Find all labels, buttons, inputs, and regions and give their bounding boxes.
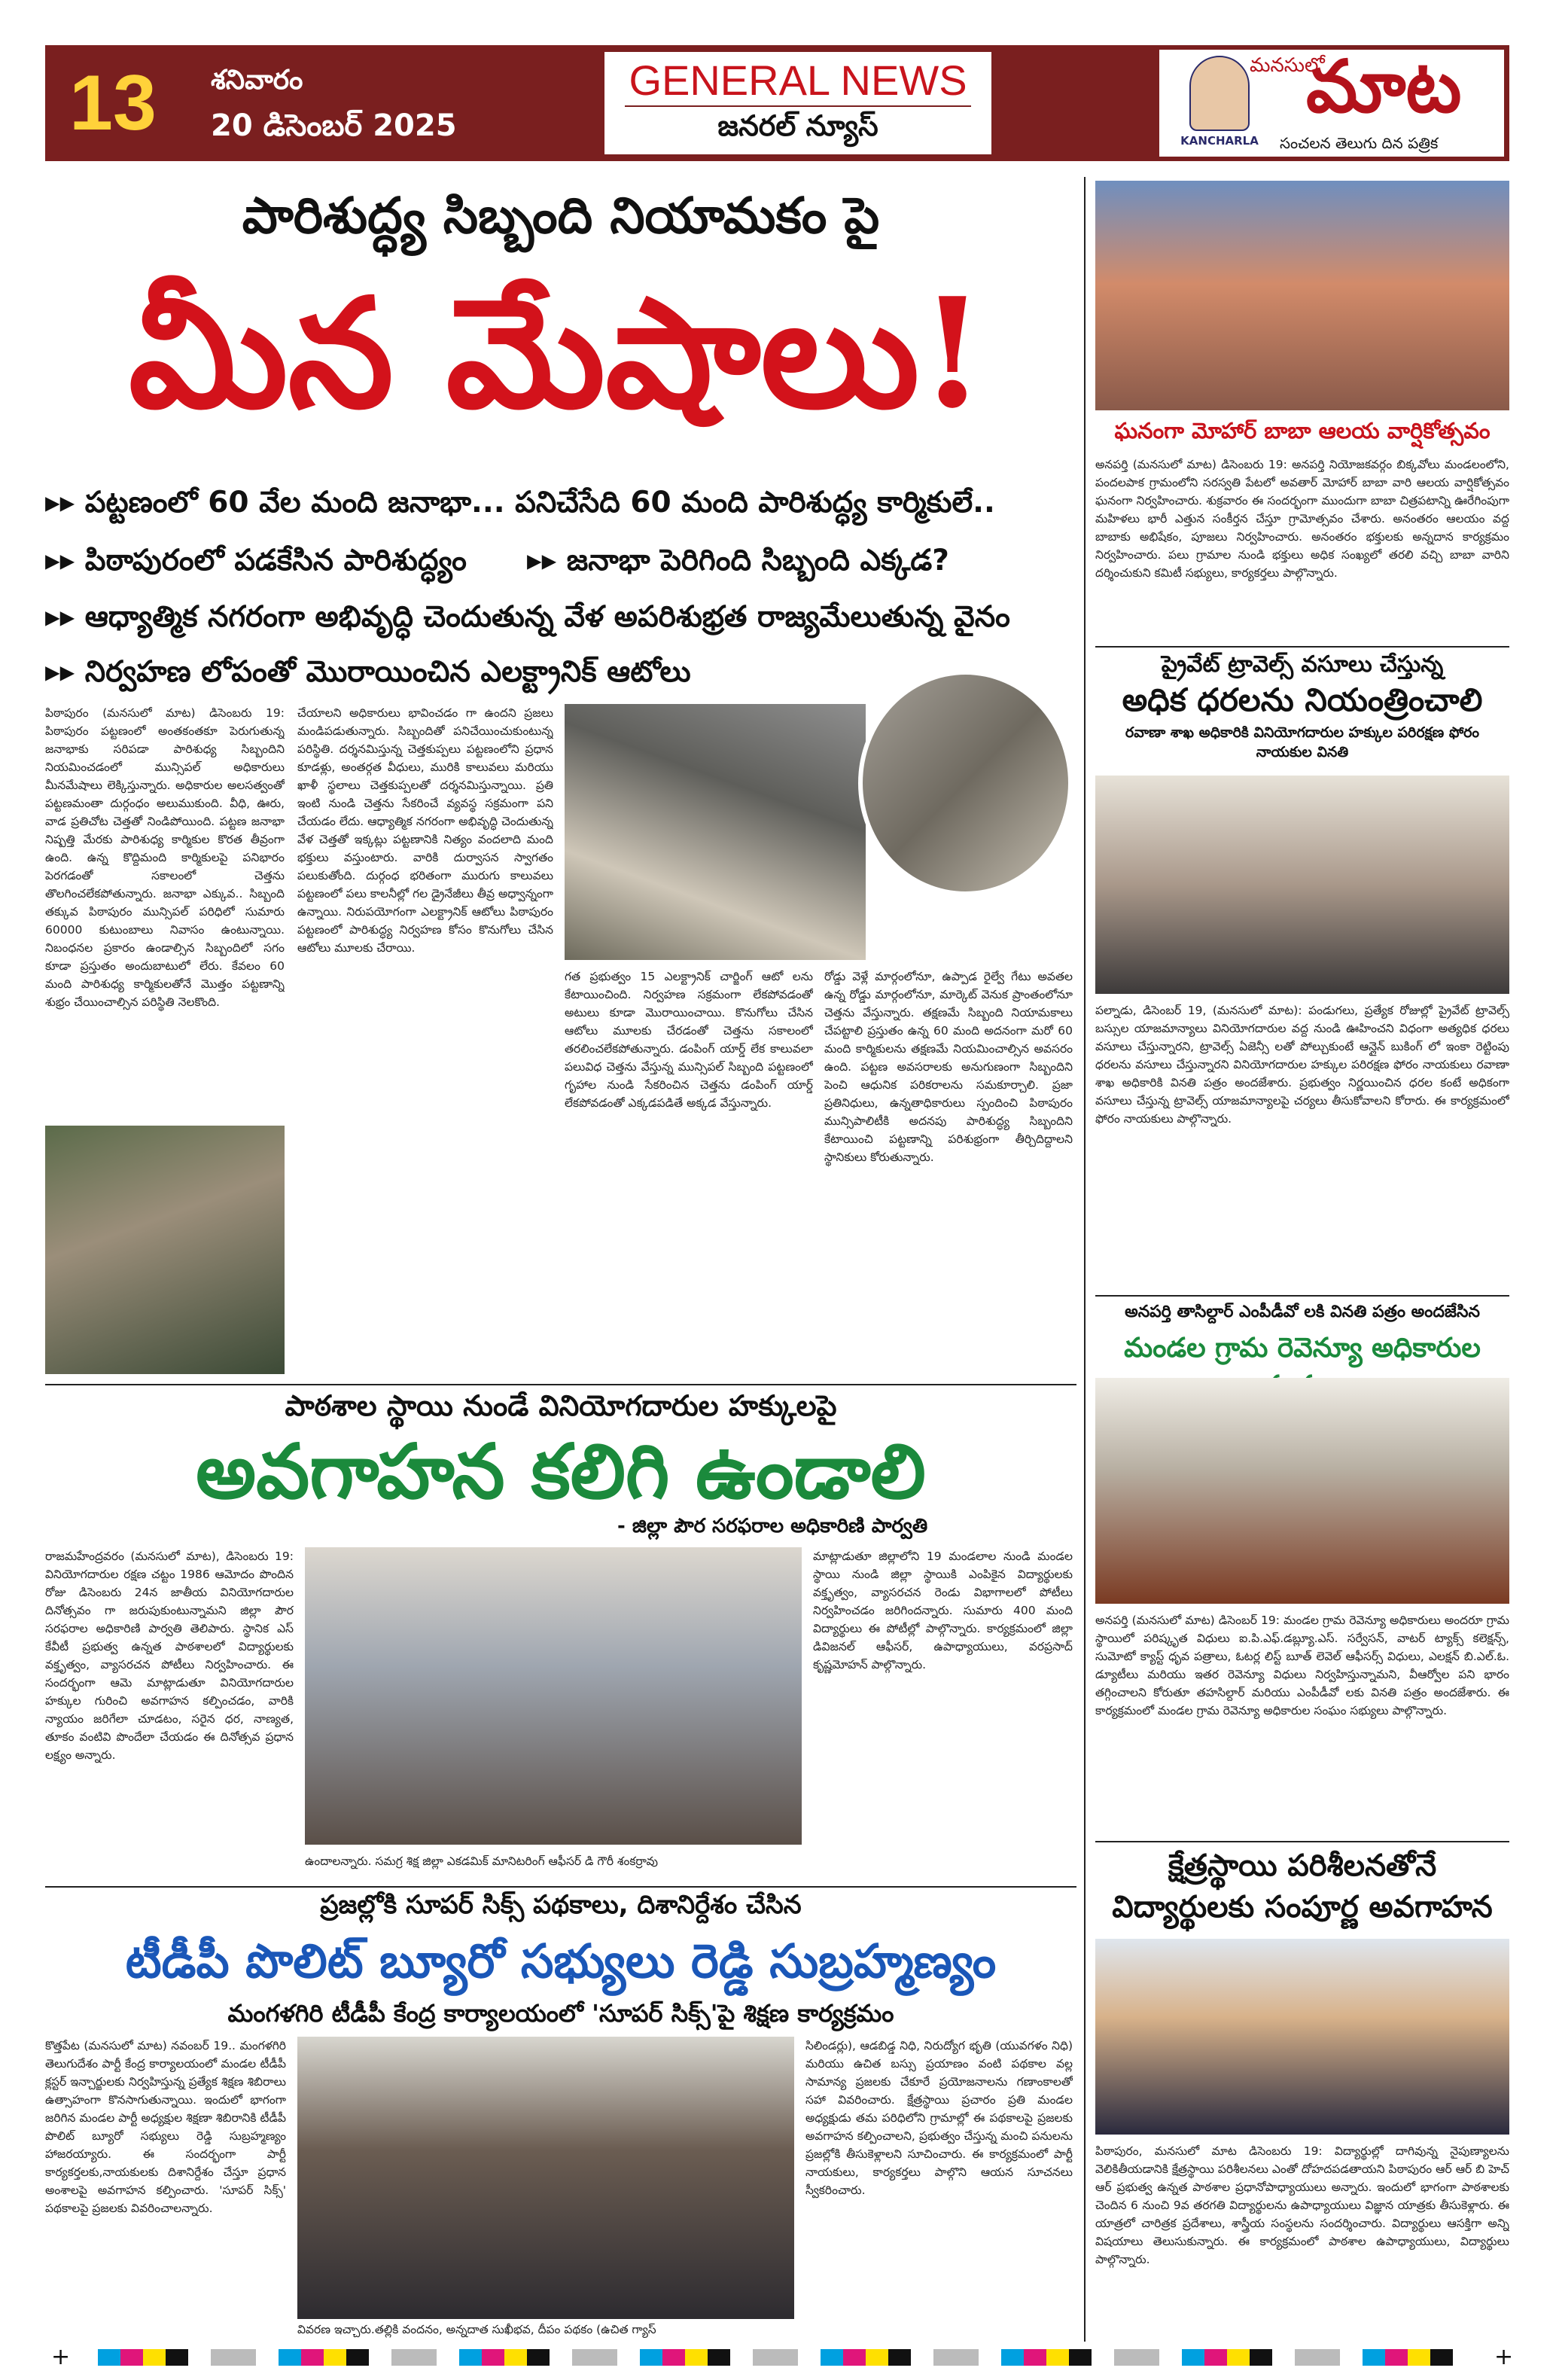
lead-bullet-1: ▸▸ పట్టణంలో 60 వేల మంది జనాభా... పనిచేసేది 60 మంది పారిశుద్ధ్య కార్మికులే.. <box>45 486 995 520</box>
section-title-en: GENERAL NEWS <box>629 56 967 104</box>
lead-bullet-4: ▸▸ ఆధ్యాత్మిక నగరంగా అభివృద్ధి చెందుతున్న వేళ అపరిశుభ్రత రాజ్యమేలుతున్న వైనం <box>45 600 1010 634</box>
section-title-te: జనరల్ న్యూస్ <box>717 109 878 142</box>
logo-small-text: మనసులో <box>1250 54 1325 77</box>
consumer-column-3: మాట్లాడుతూ జిల్లాలోని 19 మండలాల నుండి మండల స్థాయి నుండి జిల్లా స్థాయికి ఎంపికైన విద్యార్థులకు వక్తృత్వం, వ్యాసరచన రెండు విభాగాలలో పోటీలు నిర్వహించడం జరిగిందన్నారు. సుమారు 400 మంది విద్యార్థులు ఈ పోటీల్లో పాల్గొన్నారు. కార్యక్రమంలో జిల్లా డివిజనల్ ఆఫీసర్, ఉపాధ్యాయులు, వరప్రసాద్ కృష్ణమోహన్ పాల్గొన్నారు. <box>813 1550 1073 1671</box>
field-trip-body: పిఠాపురం, మనసులో మాట డిసెంబరు 19: విద్యార్థుల్లో దాగివున్న నైపుణ్యాలను వెలికితీయడానికి క్షేత్రస్థాయి పరిశీలనలు ఎంతో దోహదపడతాయని పిఠాపురం ఆర్ ఆర్ బి హెచ్ ఆర్ ప్రభుత్వ ఉన్నత పాఠశాల ప్రధానోపాధ్యాయులు అన్నారు. ఇందులో భాగంగా పాఠశాలకు చెందిన 6 నుంచి 9వ తరగతి విద్యార్థులను ఉపాధ్యాయులు విజ్ఞాన యాత్రకు తీసుకెళ్లారు. ఈ యాత్రలో చారిత్రక ప్రదేశాలు, శాస్త్రీయ సంస్థలను సందర్శించారు. విద్యార్థులు ఆసక్తిగా అన్ని విషయాలు తెలుసుకున్నారు. ఈ కార్యక్రమంలో పాఠశాల ఉపాధ్యాయులు, విద్యార్థులు పాల్గొన్నారు. <box>1095 2144 1509 2266</box>
bullet-arrow-icon: ▸▸ <box>45 544 85 577</box>
travels-subhead: రవాణా శాఖ అధికారికి వినియోగదారుల హక్కుల పరిరక్షణ ఫోరం నాయకుల వినతి <box>1125 724 1480 760</box>
field-trip-headline-1[interactable]: క్షేత్రస్థాయి పరిశీలనతోనే <box>1168 1848 1437 1883</box>
issue-date: 20 డిసెంబర్ 2025 <box>211 108 457 143</box>
consumer-day-event-photo <box>305 1547 802 1845</box>
divider <box>1095 646 1509 648</box>
travels-petition-photo <box>1095 776 1509 994</box>
consumer-photo-caption: ఉందాలన్నారు. సమగ్ర శిక్ష జిల్లా ఎకడమిక్ మానిటరింగ్ ఆఫీసర్ డి గౌరీ శంకర్రావు <box>305 1854 658 1868</box>
logo-main-text: మాట <box>1306 44 1462 129</box>
bullet-arrow-icon: ▸▸ <box>45 486 85 520</box>
consumer-kicker: పాఠశాల స్థాయి నుండే వినియోగదారుల హక్కులపై <box>285 1389 837 1422</box>
lead-column-3: గత ప్రభుత్వం 15 ఎలక్ట్రానిక్ చార్జింగ్ ఆటో లను కేటాయించింది. నిర్వహణ సక్రమంగా లేకపోవడంతో అటులు కూడా మొరాయించాయి. కొనుగోలు చేసిన ఆటోలు మూలకు చేరడంతో చెత్తను సకాలంలో తరలించలేకపోతున్నారు. డంపింగ్ యార్డ్ లేక కాలువలా పలువిధ చెత్తను వేస్తున్న మున్సిపల్ సిబ్బంది పట్టణంలో గృహాల నుండి సేకరించిన చెత్తను డంపింగ్ యార్డ్ లేకపోవడంతో ఎక్కడపడితే అక్కడ వేస్తున్నారు. <box>565 970 813 1110</box>
registration-mark-icon: + <box>51 2344 71 2370</box>
travels-kicker: ప్రైవేట్ ట్రావెల్స్ వసూలు చేస్తున్న <box>1161 651 1444 678</box>
issue-day: శనివారం <box>211 65 303 96</box>
tdp-column-1: కొత్తపేట (మనసులో మాట) నవంబర్ 19.. మంగళగిరి తెలుగుదేశం పార్టీ కేంద్ర కార్యాలయంలో మండల టీడీపీ క్లస్టర్ ఇన్చార్జులకు నిర్వహిస్తున్న ప్రత్యేక శిక్షణ శిబిరాలు ఉత్సాహంగా కొనసాగుతున్నాయి. ఇందులో భాగంగా జరిగిన మండల పార్టీ అధ్యక్షుల శిక్షణా శిబిరానికి టీడీపీ పొలిట్ బ్యూరో సభ్యులు రెడ్డి సుబ్రహ్మణ్యం హాజరయ్యారు. ఈ సందర్భంగా పార్టీ కార్యకర్తలకు,నాయకులకు దిశానిర్దేశం చేస్తూ ప్రధాన అంశాలపై అవగాహన కల్పించారు. 'సూపర్ సిక్స్' పథకాలపై ప్రజలకు వివరించాలన్నారు. <box>45 2039 286 2215</box>
field-trip-headline-2[interactable]: విద్యార్థులకు సంపూర్ణ అవగాహన <box>1112 1890 1493 1924</box>
bullet-arrow-icon: ▸▸ <box>45 600 85 634</box>
logo-person-name: KANCHARLA <box>1180 134 1259 148</box>
divider <box>1095 1295 1509 1297</box>
mohar-baba-procession-photo <box>1095 181 1509 410</box>
page-number: 13 <box>69 59 157 147</box>
consumer-byline: - జిల్లా పౌర సరఫరాల అధికారిణి పార్వతి <box>617 1515 928 1537</box>
lead-column-4: రోడ్డు వెళ్లే మార్గంలోనూ, ఉప్పాడ రైల్వే గేటు అవతల ఉన్న రోడ్డు మార్గంలోనూ, మార్కెట్ వెనుక ప్రాంతంలోనూ చెత్తను వేస్తున్నారు. తక్షణమే సిబ్బంది నియామకాలు చేపట్టాలి ప్రస్తుతం ఉన్న 60 మంది అదనంగా మరో 60 మంది కార్మికులను తక్షణమే నియమించాల్సిన అవసరం ఉంది. పట్టణ అవసరాలకు అనుగుణంగా సిబ్బందిని పెంచి ఆధునిక పరికరాలను సమకూర్చాలి. ప్రజా ప్రతినిధులు, ఉన్నతాధికారులు స్పందించి పిఠాపురం మున్సిపాలిటీకి అదనపు పారిశుద్ధ్య సిబ్బందిని కేటాయించి పట్టణాన్ని పరిశుభ్రంగా తీర్చిదిద్దాలని స్థానికులు కోరుతున్నారు. <box>824 970 1073 1164</box>
tdp-training-photo <box>297 2037 794 2319</box>
travels-headline[interactable]: అధిక ధరలను నియంత్రించాలి <box>1122 681 1483 718</box>
baba-anniversary-headline[interactable]: ఘనంగా మోహార్ బాబా ఆలయ వార్షికోత్సవం <box>1114 418 1491 443</box>
revenue-body: అనపర్తి (మనసులో మాట) డిసెంబర్ 19: మండల గ్రామ రెవెన్యూ అధికారులు అందరూ గ్రామ స్థాయిలో పరిష్కృత విధులు ఐ.పి.ఎఫ్.డబ్ల్యూ.ఎస్. సర్వేసన్, వాటర్ ట్యాక్స్ కలెక్షన్స్, సుమోటో క్యాస్ట్ ధృవ పత్రాలు, ఓటర్ల లిస్ట్ బూత్ లెవెల్ ఆఫీసర్స్ విధులు, ఎలక్షన్ బి.ఎల్.ఓ. డ్యూటీలు మరియు ఇతర రెవెన్యూ విధులు నిర్వహిస్తున్నామని, వీఆర్వోల పని భారం తగ్గించాలని కోరుతూ తహసిల్దార్ మరియు ఎంపీడీవో లకు వినతి పత్రం అందజేశారు. ఈ కార్యక్రమంలో మండల గ్రామ రెవెన్యూ అధికారుల సంఘం సభ్యులు పాల్గొన్నారు. <box>1095 1614 1509 1717</box>
garbage-bushes-photo <box>45 1126 285 1374</box>
color-calibration-strip <box>98 2349 1468 2366</box>
tdp-headline[interactable]: టీడీపీ పొలిట్ బ్యూరో సభ్యులు రెడ్డి సుబ్రహ్మణ్యం <box>125 1934 997 1988</box>
bullet-arrow-icon: ▸▸ <box>527 544 567 577</box>
consumer-column-1: రాజమహేంద్రవరం (మనసులో మాట), డిసెంబరు 19: వినియోగదారుల రక్షణ చట్టం 1986 ఆమోదం పొందిన రోజు డిసెంబరు 24న జాతీయ వినియోగదారుల దినోత్సవం గా జరుపుకుంటున్నామని జిల్లా పౌర సరఫరాల అధికారిణి పార్వతి తెలిపారు. స్థానిక ఎస్ కేవీటీ ప్రభుత్వ ఉన్నత పాఠశాలలో విద్యార్థులకు వక్తృత్వం, వ్యాసరచన పోటీలు నిర్వహించారు. ఈ సందర్భంగా ఆమె మాట్లాడుతూ వినియోగదారుల హక్కుల గురించి అవగాహన కల్పించడం, వారికి న్యాయం జరిగేలా చూడటం, సరైన ధర, నాణ్యత, తూకం వంటివి పొందేలా చేయడం ఈ దినోత్సవ ప్రధాన లక్ష్యం అన్నారు. <box>45 1550 294 1762</box>
lead-bullet-5: ▸▸ నిర్వహణ లోపంతో మొరాయించిన ఎలక్ట్రానిక్ ఆటోలు <box>45 655 691 689</box>
registration-mark-icon: + <box>1494 2344 1514 2370</box>
lead-column-1: పిఠాపురం (మనసులో మాట) డిసెంబరు 19: పిఠాపురం పట్టణంలో అంతకంతకూ పెరుగుతున్న జనాభాకు సరిపడా పారిశుధ్య సిబ్బందిని నియమించడంలో మున్సిపల్ అధికారులు మీనమేషాలు లెక్కిస్తున్నారు. అధికారుల అలసత్వంతో పట్టణమంతా దుర్గంధం అలుముకుంది. వీధి, ఊరు, వాడ ప్రతిచోట చెత్తతో నిండిపోయింది. పట్టణ జనాభా నిష్పత్తి మేరకు పారిశుధ్య కార్మికుల కొరత తీవ్రంగా ఉంది. ఉన్న కొద్దిమంది కార్మికులపై పనిభారం పెరగడంతో సకాలంలో చెత్తను తొలగించలేకపోతున్నారు. జనాభా ఎక్కువ.. సిబ్బంది తక్కువ పిఠాపురం మున్సిపల్ పరిధిలో సుమారు 60000 కుటుంబాలు నివాసం ఉంటున్నాయి. నిబంధనల ప్రకారం ఉండాల్సిన సిబ్బందిలో సగం కూడా ప్రస్తుతం అందుబాటులో లేరు. కేవలం 60 మంది పారిశుధ్య కార్మికులతోనే మొత్తం పట్టణాన్ని శుభ్రం చేయించాల్సిన పరిస్థితి నెలకొంది. <box>45 706 285 1009</box>
lead-headline[interactable]: మీన మేషాలు! <box>128 265 986 442</box>
tdp-column-3: సిలిండర్లు), ఆడబిడ్డ నిధి, నిరుద్యోగ భృతి (యువగళం నిధి) మరియు ఉచిత బస్సు ప్రయాణం వంటి పథకాల వల్ల సామాన్య ప్రజలకు చేకూరే ప్రయోజనాలను గణాంకాలతో సహా వివరించారు. క్షేత్రస్థాయి ప్రచారం ప్రతి మండల అధ్యక్షుడు తమ పరిధిలోని గ్రామాల్లో ఈ పథకాలపై ప్రజలకు అవగాహన కల్పించాలని, ప్రభుత్వం చేస్తున్న మంచి పనులను ప్రజల్లోకి తీసుకెళ్లాలని సూచించారు. ఈ కార్యక్రమంలో పార్టీ నాయకులు, కార్యకర్తలు పాల్గొని ఆయన సూచనలు స్వీకరించారు. <box>805 2039 1073 2197</box>
column-separator <box>1084 177 1086 2342</box>
tdp-subhead: మంగళగిరి టీడీపీ కేంద్ర కార్యాలయంలో 'సూపర్ సిక్స్'పై శిక్షణ కార్యక్రమం <box>227 1999 894 2028</box>
revenue-petition-photo <box>1095 1378 1509 1604</box>
lead-kicker: పారిశుద్ధ్య సిబ్బంది నియామకం పై <box>242 187 880 245</box>
baba-anniversary-body: అనపర్తి (మనసులో మాట) డిసెంబరు 19: అనపర్తి నియోజకవర్గం బిక్కవోలు మండలంలోని, పందలపాక గ్రామంలోని సరస్వతి పేటలో అవతార్ మోహార్ బాబా వారి ఆలయ వార్షికోత్సవం ఘనంగా నిర్వహించారు. శుక్రవారం ఈ సందర్భంగా ముందుగా బాబా చిత్రపటాన్ని ఊరేగింపుగా మహిళలు భారీ ఎత్తున సంకీర్తన చేస్తూ గ్రామోత్సవం చేశారు. అనంతరం ఆలయం వద్ద బాబాకు అభిషేకం, పూజలు నిర్వహించారు. అనంతరం భక్తులకు అన్నదాన కార్యక్రమం నిర్వహించారు. పలు గ్రామాల నుండి భక్తులు అధిక సంఖ్యలో తరలి వచ్చి బాబా వారిని దర్శించుకుని కమిటీ సభ్యులు, కార్యకర్తలు పాల్గొన్నారు. <box>1095 458 1509 580</box>
divider <box>45 1384 1076 1385</box>
section-divider <box>625 105 971 107</box>
lead-column-2: చేయాలని అధికారులు భావించడం గా ఉందని ప్రజలు మండిపడుతున్నారు. సిబ్బందితో పనిచేయించుకుంటున్న పరిస్థితి. దర్శనమిస్తున్న చెత్తకుప్పలు పట్టణంలోని ప్రధాన కూడళ్లు, అంతర్గత వీధులు, మురికి కాలువలు మరియు ఖాళీ స్థలాలు చెత్తకుప్పలతో దర్శనమిస్తున్నాయి. ప్రతి ఇంటి నుండి చెత్తను సేకరించే వ్యవస్థ సక్రమంగా పని చేయడం లేదు. ఆధ్యాత్మిక నగరంగా అభివృద్ధి చెందుతున్న వేళ చెత్తతో ఇక్కట్లు పట్టణానికి నిత్యం వందలాది మంది భక్తులు వస్తుంటారు. వారికి దుర్వాసన స్వాగతం పలుకుతోంది. దుర్గంధ భరితంగా మురుగు కాలువలు పట్టణంలో పలు కాలనీల్లో గల డ్రైనేజీలు తీవ్ర అధ్వాన్నంగా ఉన్నాయి. నిరుపయోగంగా ఎలక్ట్రానిక్ ఆటోలు పిఠాపురం పట్టణంలో పారిశుద్ధ్య నిర్వహణ కోసం కొనుగోలు చేసిన ఆటోలు మూలకు చేరాయి. <box>297 706 553 955</box>
tdp-photo-caption: వివరణ ఇచ్చారు.తల్లికి వందనం, అన్నదాత సుఖీభవ, దీపం పథకం (ఉచిత గ్యాస్ <box>297 2323 656 2336</box>
consumer-headline[interactable]: అవగాహన కలిగి ఉండాలి <box>196 1428 926 1516</box>
logo-tagline: సంచలన తెలుగు దిన పత్రిక <box>1280 134 1439 152</box>
drain-inset-photo <box>858 670 1073 896</box>
divider <box>45 1886 1076 1888</box>
bullet-arrow-icon: ▸▸ <box>45 655 85 689</box>
travels-body: పల్నాడు, డిసెంబర్ 19, (మనసులో మాట): పండుగలు, ప్రత్యేక రోజుల్లో ప్రైవేట్ ట్రావెల్స్ బస్సుల యాజమాన్యాలు వినియోగదారుల వద్ద నుండి ఊహించని విధంగా అత్యధిక ధరలు వసూలు చేస్తున్నారని, ట్రావెల్స్ ఏజెన్సీ లతో పోల్చుకుంటే ఆన్లైన్ బుకింగ్ లో ఇంకా రెట్టింపు ధరలను వసూలు చేస్తున్నారని వినియోగదారుల హక్కుల పరిరక్షణ ఫోరం నాయకులు రవాణా శాఖ అధికారికి వినతి పత్రం అందజేశారు. ప్రభుత్వం నిర్ణయించిన ధరల కంటే అధికంగా వసూలు చేస్తున్న ట్రావెల్స్ యాజమాన్యాలపై చర్యలు తీసుకోవాలని కోరారు. ఈ కార్యక్రమంలో ఫోరం నాయకులు పాల్గొన్నారు. <box>1095 1004 1509 1126</box>
lead-bullet-3: ▸▸ జనాభా పెరిగింది సిబ్బంది ఎక్కడ? <box>527 544 949 577</box>
revenue-kicker: అనపర్తి తాసిల్దార్ ఎంపీడీవో లకి వినతి పత్రం అందజేసిన <box>1125 1303 1480 1321</box>
revenue-headline[interactable]: మండల గ్రామ రెవెన్యూ అధికారుల <box>1124 1333 1481 1364</box>
students-field-trip-photo <box>1095 1939 1509 2135</box>
divider <box>1095 1841 1509 1842</box>
tdp-kicker: ప్రజల్లోకి సూపర్ సిక్స్ పథకాలు, దిశానిర్దేశం చేసిన <box>320 1890 802 1920</box>
founder-portrait-icon <box>1189 56 1250 131</box>
lead-bullet-2: ▸▸ పిఠాపురంలో పడకేసిన పారిశుద్ధ్యం <box>45 544 467 577</box>
garbage-pile-photo <box>565 704 866 960</box>
